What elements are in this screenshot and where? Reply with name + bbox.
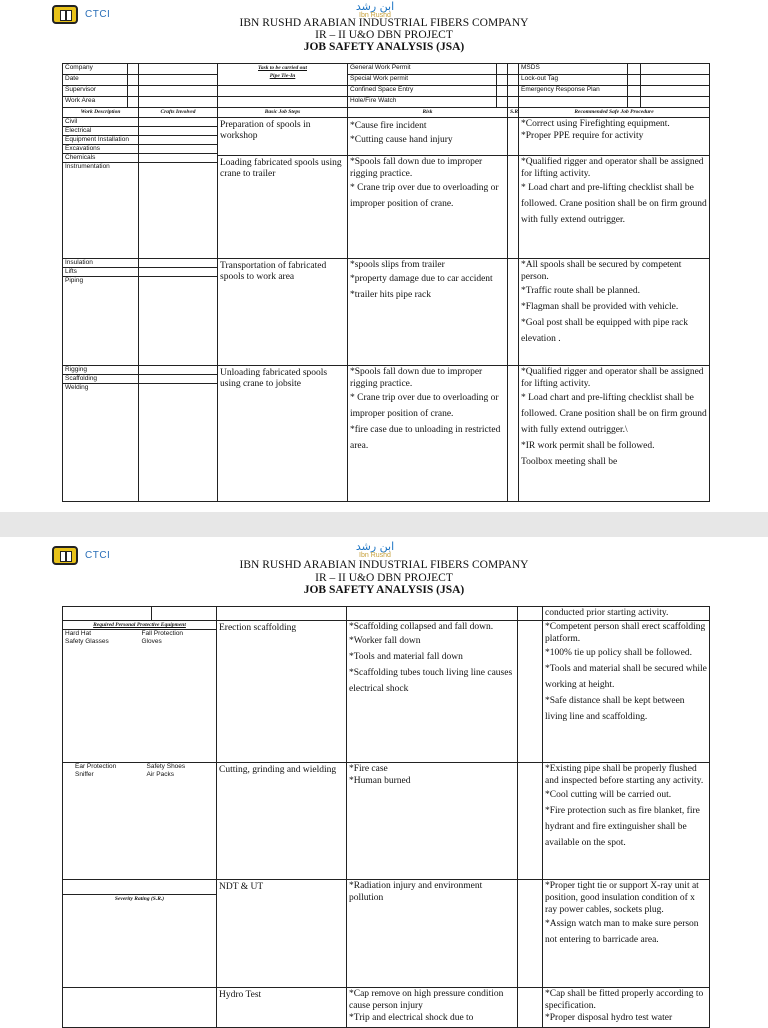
procedure-line: *Goal post shall be equipped with pipe rack elevation .	[521, 318, 689, 344]
permit-hole-fire: Hole/Fire Watch	[348, 97, 497, 108]
sr-cell[interactable]	[508, 259, 519, 366]
crafts-cell-2	[139, 259, 218, 366]
col-sr: S.R.	[508, 108, 519, 118]
risk-line: *Trip and electrical shock due to	[349, 1013, 474, 1023]
risk-line: *Cause fire incident	[350, 121, 427, 131]
col-risk: Risk	[348, 108, 508, 118]
other-blank	[519, 97, 628, 108]
company-field[interactable]	[139, 64, 218, 75]
ctci-logo: CTCI	[52, 4, 114, 24]
ppe-gloves: Gloves	[141, 638, 162, 645]
ppe-safety-shoes: Safety Shoes	[146, 763, 186, 770]
col-crafts: Crafts Involved	[139, 108, 218, 118]
work-item: Instrumentation	[65, 163, 110, 170]
procedure-line: *Proper PPE require for activity	[521, 131, 644, 141]
sr-cell[interactable]	[518, 880, 543, 988]
procedure-line: *All spools shall be secured by competent person.	[521, 260, 682, 282]
risk-cell	[348, 259, 508, 366]
procedure-line: *Proper disposal hydro test water	[545, 1013, 673, 1023]
ppe-row	[63, 630, 216, 638]
risk-line: * Crane trip over due to overloading or improper position of crane.	[350, 183, 499, 209]
procedure-line: Toolbox meeting shall be	[521, 457, 618, 467]
work-item: Piping	[65, 277, 84, 284]
procedure-line: *Cap shall be fitted properly according to specification.	[545, 989, 704, 1011]
risk-line: *property damage due to car accident	[350, 274, 493, 284]
procedure-line: * Load chart and pre-lifting checklist shall be followed. Crane position shall be on firm ground with fully extend outrigger.\	[521, 393, 707, 435]
work-item: Scaffolding	[63, 375, 138, 384]
ibn-rushd-logo: ابن رشد Ibn Rushd	[355, 540, 395, 559]
document-title: JOB SAFETY ANALYSIS (JSA)	[303, 584, 465, 596]
procedure-line: *Traffic route shall be planned.	[521, 286, 640, 296]
risk-cell	[348, 156, 508, 259]
ibn-rushd-logo: ابن رشد Ibn Rushd	[355, 0, 395, 19]
risk-line: *Scaffolding tubes touch living line causes electrical shock	[349, 668, 513, 694]
procedure-line: *Safe distance shall be kept between living line and scaffolding.	[545, 696, 685, 722]
risk-line: *Worker fall down	[349, 636, 421, 646]
sr-cell[interactable]	[508, 118, 519, 156]
supervisor-field[interactable]	[139, 86, 218, 97]
risk-line: *Scaffolding collapsed and fall down.	[349, 622, 494, 632]
col-procedure: Recommended Safe Job Procedure	[519, 108, 710, 118]
work-group-3	[63, 366, 139, 502]
sr-cell[interactable]	[518, 763, 543, 880]
procedure-line: *Tools and material shall be secured while working at height.	[545, 664, 707, 690]
company-label: Company	[63, 64, 128, 75]
risk-line: * Crane trip over due to overloading or improper position of crane.	[350, 393, 499, 419]
crafts-cell-1	[139, 118, 218, 259]
procedure-line: *Assign watch man to make sure person not entering to barricade area.	[545, 919, 699, 945]
task-cell	[218, 64, 348, 86]
procedure-line: *Competent person shall erect scaffolding platform.	[545, 622, 706, 644]
risk-line: *fire case due to unloading in restricted area.	[350, 425, 501, 451]
other-msds: MSDS	[519, 64, 628, 75]
risk-cell	[347, 880, 518, 988]
project-name: IR – II U&O DBN PROJECT	[315, 29, 453, 41]
other-lockout: Lock-out Tag	[519, 75, 628, 86]
procedure-cell	[519, 118, 710, 156]
work-item: Insulation	[63, 259, 138, 268]
company-name: IBN RUSHD ARABIAN INDUSTRIAL FIBERS COMPANY	[239, 559, 529, 571]
ppe-ear-protection: Ear Protection	[75, 763, 117, 770]
page-separator	[0, 512, 768, 537]
ppe-safety-glasses: Safety Glasses	[65, 638, 109, 645]
risk-line: *Tools and material fall down	[349, 652, 463, 662]
work-group-2	[63, 259, 139, 366]
ppe-block-2	[63, 763, 217, 880]
empty-cell	[63, 988, 217, 1028]
other-erp: Emergency Response Plan	[519, 86, 628, 97]
procedure-line: *Flagman shall be provided with vehicle.	[521, 302, 679, 312]
procedure-cell	[543, 621, 710, 763]
procedure-cell	[519, 156, 710, 259]
job-step: Transportation of fabricated spools to work area	[218, 259, 348, 366]
document-page-2	[0, 537, 768, 1024]
supervisor-label: Supervisor	[63, 86, 128, 97]
procedure-cell	[519, 259, 710, 366]
severity-title: Severity Rating (S.R.)	[63, 894, 216, 903]
procedure-line: *IR work permit shall be followed.	[521, 441, 655, 451]
risk-line: *Spools fall down due to improper rigging practice.	[350, 157, 483, 179]
procedure-line: *Proper tight tie or support X-ray unit at position, good insulation condition of x ray power cables, sockets plug.	[545, 881, 699, 915]
procedure-cell	[543, 988, 710, 1028]
risk-line: *Cap remove on high pressure condition cause person injury	[349, 989, 504, 1011]
risk-line: *Spools fall down due to improper rigging practice.	[350, 367, 483, 389]
jsa-table-page-2	[62, 606, 710, 1028]
procedure-line: *Existing pipe shall be properly flushed and inspected before starting any activity.	[545, 764, 704, 786]
risk-cell	[347, 621, 518, 763]
procedure-line: *Cool cutting will be carried out.	[545, 790, 672, 800]
date-label: Date	[63, 75, 128, 86]
procedure-cell	[543, 763, 710, 880]
sr-cell[interactable]	[508, 366, 519, 502]
procedure-line: *Fire protection such as fire blanket, fire hydrant and fire extinguisher shall be available on the spot.	[545, 806, 700, 848]
procedure-line: *Qualified rigger and operator shall be assigned for lifting activity.	[521, 367, 704, 389]
job-step: Loading fabricated spools using crane to trailer	[218, 156, 348, 259]
work-item: Lifts	[63, 268, 138, 277]
procedure-line: *100% tie up policy shall be followed.	[545, 648, 692, 658]
ppe-row	[63, 638, 216, 646]
risk-cell	[347, 763, 518, 880]
ppe-hard-hat: Hard Hat	[65, 630, 92, 637]
col-steps: Basic Job Steps	[218, 108, 348, 118]
permit-special: Special Work permit	[348, 75, 497, 86]
risk-cell	[347, 988, 518, 1028]
ppe-block-1	[63, 621, 217, 763]
company-name: IBN RUSHD ARABIAN INDUSTRIAL FIBERS COMPANY	[239, 17, 529, 29]
procedure-cell	[519, 366, 710, 502]
work-item: Chemicals	[63, 154, 138, 163]
crafts-cell-3	[139, 366, 218, 502]
ctci-logo: CTCI	[52, 545, 114, 565]
task-value: Pipe Tie-In	[269, 73, 296, 79]
ppe-row	[63, 763, 216, 771]
risk-line: *Human burned	[349, 776, 411, 786]
job-step: NDT & UT	[217, 880, 347, 988]
procedure-cell	[543, 880, 710, 988]
ppe-air-packs: Air Packs	[146, 771, 174, 778]
document-title: JOB SAFETY ANALYSIS (JSA)	[303, 41, 465, 53]
job-step: Erection scaffolding	[217, 621, 347, 763]
risk-line: *Radiation injury and environment pollution	[349, 881, 483, 903]
ppe-fall-protection: Fall Protection	[141, 630, 184, 637]
work-area-label: Work Area	[63, 97, 128, 108]
ppe-sniffer: Sniffer	[75, 771, 94, 778]
continued-procedure: conducted prior starting activity.	[543, 607, 710, 621]
job-step: Unloading fabricated spools using crane to jobsite	[218, 366, 348, 502]
job-step: Cutting, grinding and wielding	[217, 763, 347, 880]
risk-line: *Fire case	[349, 764, 388, 774]
permit-general: General Work Permit	[348, 64, 497, 75]
document-page-1	[0, 0, 768, 512]
job-step: Preparation of spools in workshop	[218, 118, 348, 156]
sr-cell[interactable]	[518, 621, 543, 763]
work-item: Welding	[65, 384, 89, 391]
procedure-line: * Load chart and pre-lifting checklist shall be followed. Crane position shall be on firm ground with fully extend outrigger.	[521, 183, 707, 225]
risk-line: *Cutting cause hand injury	[350, 135, 453, 145]
task-label: Task to be carried out	[258, 65, 307, 71]
jsa-table-page-1	[62, 63, 710, 502]
risk-cell	[348, 366, 508, 502]
work-item: Civil	[63, 118, 138, 127]
risk-line: *spools slips from trailer	[350, 260, 445, 270]
severity-block	[63, 880, 217, 988]
procedure-line: *Correct using Firefighting equipment.	[521, 119, 670, 129]
sr-cell[interactable]	[508, 156, 519, 259]
date-field[interactable]	[139, 75, 218, 86]
work-item: Equipment Installation	[63, 136, 138, 145]
work-item: Rigging	[63, 366, 138, 375]
work-group-1	[63, 118, 139, 259]
ppe-row	[63, 771, 216, 779]
sr-cell[interactable]	[518, 988, 543, 1028]
risk-cell	[348, 118, 508, 156]
work-item: Electrical	[63, 127, 138, 136]
col-work-description: Work Description	[63, 108, 139, 118]
risk-line: *trailer hits pipe rack	[350, 290, 431, 300]
job-step: Hydro Test	[217, 988, 347, 1028]
permit-confined: Confined Space Entry	[348, 86, 497, 97]
ppe-title: Required Personal Protective Equipment	[63, 621, 216, 630]
work-item: Excavations	[63, 145, 138, 154]
work-area-field[interactable]	[139, 97, 218, 108]
project-name: IR – II U&O DBN PROJECT	[315, 572, 453, 584]
procedure-line: *Qualified rigger and operator shall be assigned for lifting activity.	[521, 157, 704, 179]
